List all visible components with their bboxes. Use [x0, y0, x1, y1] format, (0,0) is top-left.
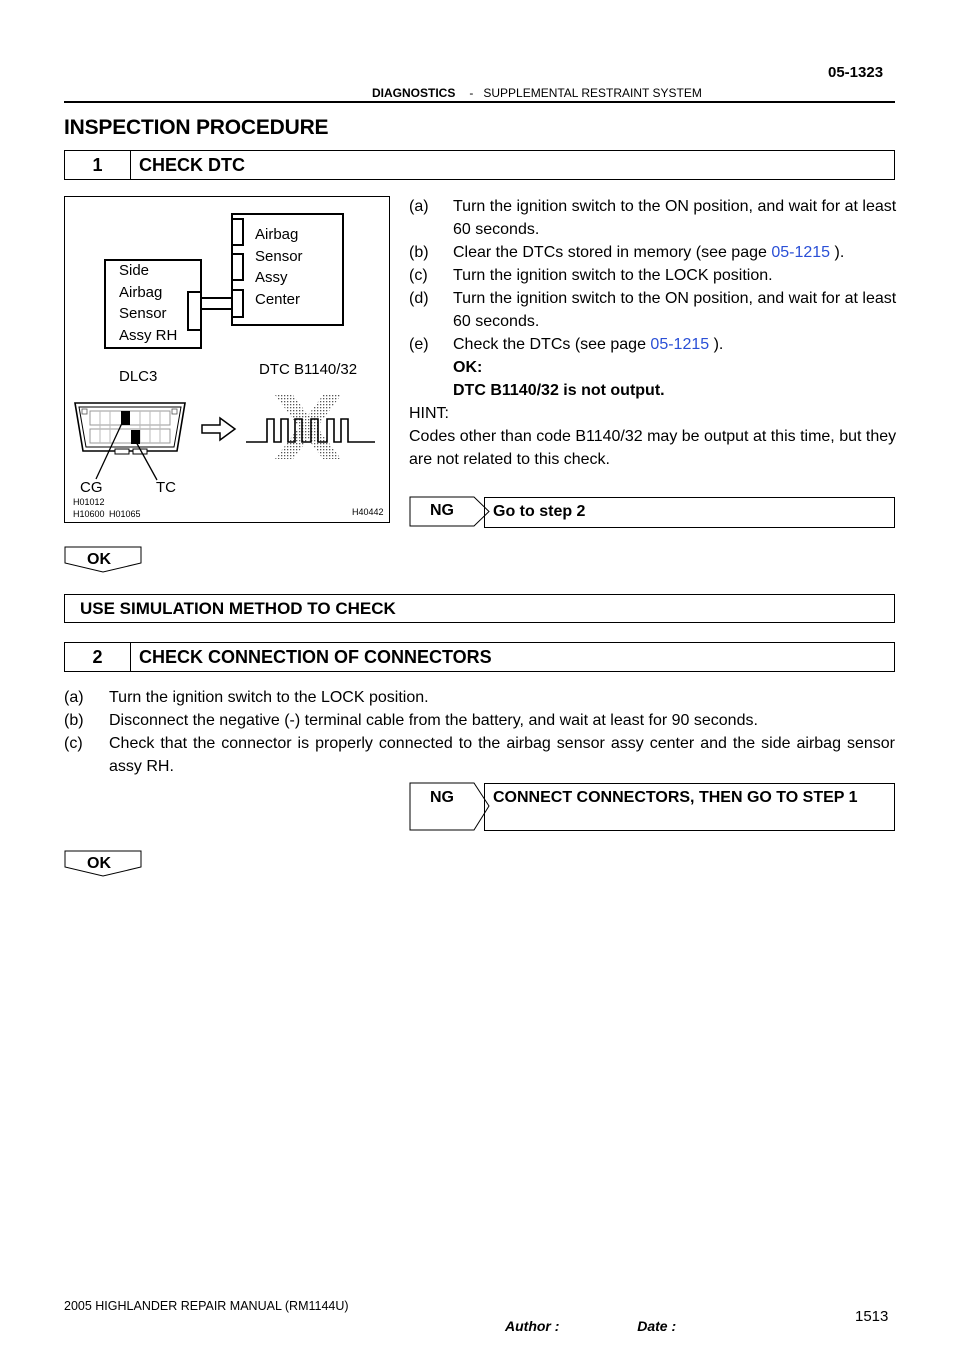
item-text: Turn the ignition switch to the ON position, and wait for at least 60 seconds. [453, 290, 897, 330]
item-text-before: Check the DTCs (see page [453, 336, 651, 353]
item-text: Turn the ignition switch to the LOCK position. [453, 267, 773, 284]
figure-code-3: H01065 [109, 509, 141, 519]
dtc-label: DTC B1140/32 [259, 361, 358, 378]
item-key: (a) [409, 198, 429, 215]
item-text: Turn the ignition switch to the LOCK position. [109, 689, 429, 706]
simulation-banner [64, 594, 895, 623]
ok-label: OK [87, 855, 111, 872]
item-text-after: ). [709, 336, 724, 353]
instruction-item [64, 732, 896, 778]
instruction-item [64, 709, 896, 732]
page-link[interactable]: 05-1215 [771, 244, 831, 261]
dlc3-label: DLC3 [119, 368, 158, 385]
ng-action-box [484, 497, 895, 528]
center-connector-1 [232, 219, 243, 245]
page-link[interactable]: 05-1215 [650, 336, 710, 353]
ok-criteria: DTC B1140/32 is not output. [453, 382, 665, 399]
instruction-item [64, 686, 896, 709]
step-2-instructions [64, 686, 896, 778]
ok-label: OK [87, 551, 111, 568]
step-2-header [64, 642, 895, 672]
item-text: Turn the ignition switch to the ON position, and wait for at least 60 seconds. [453, 198, 897, 238]
dtc-waveform [246, 419, 375, 442]
item-key: (b) [409, 244, 429, 261]
item-text: Disconnect the negative (-) terminal cable from the battery, and wait at least for 90 seconds. [109, 712, 758, 729]
label-line: Sensor [255, 247, 303, 265]
item-key: (c) [64, 735, 83, 752]
tc-label: TC [156, 479, 176, 496]
item-key: (e) [409, 336, 429, 353]
item-text [453, 333, 899, 356]
page-number: 05-1323 [828, 64, 884, 81]
cg-label: CG [80, 479, 103, 496]
item-key: (a) [64, 689, 84, 706]
item-text-before: Clear the DTCs stored in memory (see page [453, 244, 772, 261]
step-1-header [64, 150, 895, 180]
step-title: CHECK CONNECTION OF CONNECTORS [139, 647, 492, 667]
dlc3-connector [75, 403, 185, 480]
hint-text: Codes other than code B1140/32 may be output at this time, but they are not related to this check. [409, 428, 897, 468]
ng-action-text: Go to step 2 [493, 503, 586, 520]
figure-id: H40442 [352, 507, 384, 517]
label-line: Center [255, 290, 301, 308]
section-name: DIAGNOSTICS [372, 86, 456, 100]
label-line: Airbag [119, 283, 163, 301]
ng-label: NG [430, 502, 454, 519]
label-line: Sensor [119, 305, 167, 322]
label-line: Side [119, 262, 150, 279]
hint-label: HINT: [409, 405, 449, 422]
figure-code-1: H01012 [73, 497, 105, 507]
section-separator: - [469, 86, 474, 100]
manual-page-number: 1513 [855, 1308, 889, 1325]
author-date: Author : Date : [505, 1318, 677, 1334]
simulation-text: USE SIMULATION METHOD TO CHECK [80, 599, 396, 618]
dtc-figure [64, 196, 390, 523]
side-airbag-label [119, 260, 177, 346]
label-line: Airbag [255, 226, 299, 243]
step-title: CHECK DTC [139, 155, 245, 175]
item-key: (d) [409, 290, 429, 307]
side-connector [188, 292, 201, 330]
header-rule [64, 101, 895, 103]
ng-action-box [484, 783, 895, 831]
ng-label: NG [430, 789, 454, 806]
page-title: INSPECTION PROCEDURE [64, 116, 329, 139]
airbag-center-label [255, 224, 303, 310]
label-line: Assy RH [119, 326, 178, 344]
arrow-icon [202, 418, 235, 440]
subsection-name: SUPPLEMENTAL RESTRAINT SYSTEM [483, 86, 702, 100]
hint-text-row [409, 425, 899, 471]
step-number: 1 [65, 151, 131, 179]
center-connector-2 [232, 254, 243, 280]
no-output-x-mark [275, 395, 341, 459]
step-number: 2 [65, 643, 131, 671]
ok-label: OK: [453, 359, 483, 376]
item-key: (c) [409, 267, 428, 284]
label-line: Assy [255, 269, 288, 286]
ng-action-text: CONNECT CONNECTORS, THEN GO TO STEP 1 [493, 789, 858, 806]
item-text [453, 241, 899, 264]
center-connector-3 [232, 290, 243, 317]
section-header [372, 86, 702, 100]
hint-label-row [409, 402, 899, 425]
figure-code-2: H10600 [73, 509, 105, 519]
item-key: (b) [64, 712, 84, 729]
item-text-after: ). [830, 244, 845, 261]
item-text: Check that the connector is properly connected to the airbag sensor assy center and the side airbag sensor assy RH. [109, 735, 895, 775]
manual-title: 2005 HIGHLANDER REPAIR MANUAL (RM1144U) [64, 1299, 349, 1313]
